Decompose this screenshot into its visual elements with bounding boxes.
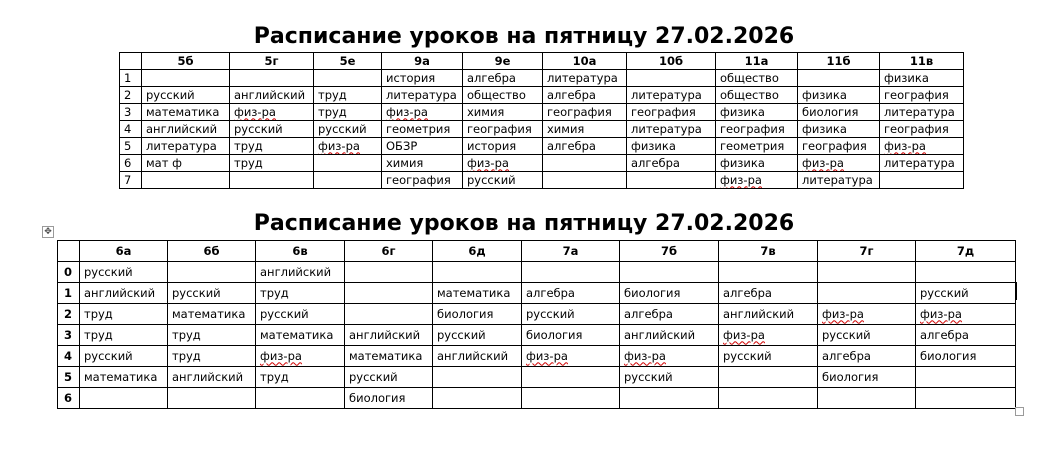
lesson-cell[interactable] <box>627 70 716 87</box>
spellcheck-underlined-text: физ-ра <box>802 155 844 170</box>
class-header-cell[interactable]: 7а <box>522 241 620 262</box>
lesson-cell[interactable]: русский <box>168 283 256 304</box>
lesson-cell[interactable]: английский <box>433 346 522 367</box>
lesson-cell[interactable]: биология <box>818 367 916 388</box>
lesson-cell[interactable]: труд <box>230 155 314 172</box>
table-row <box>120 70 964 87</box>
lesson-number-cell[interactable]: 2 <box>120 87 142 104</box>
lesson-cell[interactable]: геометрия <box>382 121 463 138</box>
lesson-cell[interactable]: химия <box>382 155 463 172</box>
spellcheck-underlined-text: физ-ра <box>920 306 962 321</box>
lesson-cell[interactable]: труд <box>168 346 256 367</box>
lesson-cell[interactable]: труд <box>314 104 382 121</box>
lesson-cell[interactable] <box>382 104 463 121</box>
lesson-cell[interactable]: геометрия <box>716 138 798 155</box>
class-header-cell[interactable]: 9а <box>382 53 463 70</box>
lesson-number-cell[interactable]: 6 <box>120 155 142 172</box>
lesson-cell[interactable]: труд <box>256 367 345 388</box>
lesson-cell[interactable] <box>719 262 818 283</box>
lesson-cell[interactable]: история <box>463 138 543 155</box>
lesson-cell[interactable] <box>345 283 433 304</box>
lesson-cell[interactable]: русский <box>719 346 818 367</box>
lesson-number-cell[interactable]: 4 <box>58 346 80 367</box>
table-row <box>58 325 1016 346</box>
table-row <box>58 283 1016 304</box>
lesson-cell[interactable] <box>818 283 916 304</box>
lesson-cell[interactable] <box>620 388 719 409</box>
spellcheck-underlined-text: физ-ра <box>624 348 666 363</box>
lesson-cell[interactable]: алгебра <box>543 87 627 104</box>
lesson-cell[interactable]: литература <box>142 138 230 155</box>
table-row <box>120 172 964 189</box>
lesson-cell[interactable] <box>230 104 314 121</box>
lesson-cell[interactable]: математика <box>256 325 345 346</box>
lesson-cell[interactable] <box>168 388 256 409</box>
table-resize-handle[interactable] <box>1015 407 1024 416</box>
table-header-row <box>58 241 1016 262</box>
class-header-cell[interactable]: 10б <box>627 53 716 70</box>
lesson-cell[interactable]: литература <box>627 121 716 138</box>
table-row <box>120 138 964 155</box>
spellcheck-underlined-text: физ-ра <box>720 172 762 187</box>
lesson-cell[interactable] <box>345 304 433 325</box>
lesson-cell[interactable]: математика <box>345 346 433 367</box>
lesson-cell[interactable] <box>463 155 543 172</box>
class-header-cell[interactable]: 6д <box>433 241 522 262</box>
lesson-cell[interactable] <box>620 262 719 283</box>
schedule-table-2 <box>57 240 1016 409</box>
lesson-cell[interactable]: география <box>543 104 627 121</box>
lesson-cell[interactable]: физика <box>716 104 798 121</box>
spellcheck-underlined-text: физ-ра <box>260 348 302 363</box>
lesson-cell[interactable]: физика <box>880 70 964 87</box>
spellcheck-underlined-text: физ-ра <box>723 327 765 342</box>
table-row <box>120 121 964 138</box>
lesson-cell[interactable]: литература <box>880 155 964 172</box>
lesson-cell[interactable]: русский <box>522 304 620 325</box>
spellcheck-underlined-text: физ-ра <box>884 138 926 153</box>
lesson-cell[interactable]: география <box>716 121 798 138</box>
lesson-cell[interactable] <box>916 304 1016 325</box>
lesson-cell[interactable]: английский <box>345 325 433 346</box>
lesson-cell[interactable]: английский <box>719 304 818 325</box>
lesson-cell[interactable] <box>256 346 345 367</box>
lesson-cell[interactable]: литература <box>880 104 964 121</box>
lesson-cell[interactable]: география <box>463 121 543 138</box>
lesson-cell[interactable]: алгебра <box>719 283 818 304</box>
lesson-cell[interactable]: труд <box>80 325 168 346</box>
lesson-cell[interactable] <box>142 172 230 189</box>
class-header-cell[interactable]: 7б <box>620 241 719 262</box>
table-row <box>58 262 1016 283</box>
lesson-number-cell[interactable]: 4 <box>120 121 142 138</box>
lesson-cell[interactable]: математика <box>433 283 522 304</box>
lesson-cell[interactable]: география <box>880 87 964 104</box>
lesson-cell[interactable]: география <box>798 138 880 155</box>
class-header-cell[interactable]: 6а <box>80 241 168 262</box>
lesson-number-cell[interactable]: 0 <box>58 262 80 283</box>
lesson-cell[interactable]: алгебра <box>620 304 719 325</box>
lesson-cell[interactable]: ОБЗР <box>382 138 463 155</box>
lesson-cell[interactable]: литература <box>382 87 463 104</box>
table-row <box>120 155 964 172</box>
lesson-cell[interactable]: алгебра <box>916 325 1016 346</box>
lesson-cell[interactable]: русский <box>256 304 345 325</box>
spellcheck-underlined-text: физ-ра <box>526 348 568 363</box>
lesson-cell[interactable]: мат ф <box>142 155 230 172</box>
lesson-cell[interactable] <box>314 70 382 87</box>
lesson-cell[interactable]: биология <box>916 346 1016 367</box>
lesson-cell[interactable] <box>719 367 818 388</box>
lesson-cell[interactable] <box>620 346 719 367</box>
lesson-cell[interactable]: алгебра <box>818 346 916 367</box>
lesson-cell[interactable] <box>522 388 620 409</box>
lesson-cell[interactable]: русский <box>463 172 543 189</box>
lesson-number-cell[interactable]: 7 <box>120 172 142 189</box>
table-row <box>120 104 964 121</box>
class-header-cell[interactable]: 11а <box>716 53 798 70</box>
class-header-cell[interactable]: 7г <box>818 241 916 262</box>
lesson-number-cell[interactable]: 1 <box>58 283 80 304</box>
lesson-cell[interactable] <box>818 304 916 325</box>
class-header-cell[interactable]: 7д <box>916 241 1016 262</box>
lesson-cell[interactable] <box>314 172 382 189</box>
table-row <box>58 304 1016 325</box>
spellcheck-underlined-text: физ-ра <box>467 155 509 170</box>
lesson-cell[interactable] <box>433 367 522 388</box>
lesson-cell[interactable] <box>818 262 916 283</box>
table-row <box>58 388 1016 409</box>
lesson-cell[interactable] <box>345 262 433 283</box>
lesson-cell[interactable]: география <box>382 172 463 189</box>
lesson-cell[interactable]: английский <box>230 87 314 104</box>
lesson-cell[interactable]: биология <box>345 388 433 409</box>
schedule-table-1 <box>119 52 964 189</box>
spellcheck-underlined-text: физ-ра <box>318 138 360 153</box>
lesson-cell[interactable]: русский <box>230 121 314 138</box>
lesson-cell[interactable]: труд <box>230 138 314 155</box>
lesson-cell[interactable] <box>522 262 620 283</box>
lesson-cell[interactable] <box>433 262 522 283</box>
lesson-cell[interactable]: математика <box>168 304 256 325</box>
class-header-cell[interactable]: 9е <box>463 53 543 70</box>
lesson-cell[interactable] <box>818 388 916 409</box>
class-header-cell[interactable]: 10а <box>543 53 627 70</box>
lesson-cell[interactable]: русский <box>314 121 382 138</box>
lesson-cell[interactable]: русский <box>142 87 230 104</box>
lesson-cell[interactable]: труд <box>168 325 256 346</box>
spellcheck-underlined-text: физ-ра <box>822 306 864 321</box>
lesson-cell[interactable]: математика <box>142 104 230 121</box>
lesson-cell[interactable] <box>627 172 716 189</box>
class-header-cell[interactable]: 6г <box>345 241 433 262</box>
lesson-cell[interactable]: общество <box>716 87 798 104</box>
lesson-cell[interactable] <box>314 155 382 172</box>
lesson-number-cell[interactable]: 6 <box>58 388 80 409</box>
table-header-row <box>120 53 964 70</box>
lesson-cell[interactable]: труд <box>314 87 382 104</box>
lesson-cell[interactable]: физика <box>627 138 716 155</box>
lesson-cell[interactable]: общество <box>463 87 543 104</box>
class-header-cell[interactable]: 6в <box>256 241 345 262</box>
lesson-cell[interactable]: алгебра <box>522 283 620 304</box>
lesson-cell[interactable] <box>916 367 1016 388</box>
lesson-cell[interactable] <box>916 388 1016 409</box>
lesson-cell[interactable]: физика <box>716 155 798 172</box>
table-move-handle-icon[interactable]: ✥ <box>42 226 54 238</box>
lesson-cell[interactable] <box>716 172 798 189</box>
lesson-cell[interactable] <box>522 346 620 367</box>
lesson-cell[interactable]: английский <box>142 121 230 138</box>
lesson-cell[interactable]: труд <box>80 304 168 325</box>
lesson-cell[interactable]: химия <box>463 104 543 121</box>
lesson-cell[interactable]: английский <box>620 325 719 346</box>
lesson-cell[interactable]: география <box>627 104 716 121</box>
spellcheck-underlined-text: физ-ра <box>386 104 428 119</box>
lesson-cell[interactable] <box>798 155 880 172</box>
lesson-cell[interactable]: история <box>382 70 463 87</box>
lesson-number-cell[interactable]: 1 <box>120 70 142 87</box>
class-header-cell[interactable]: 7в <box>719 241 818 262</box>
lesson-cell[interactable] <box>880 172 964 189</box>
class-header-cell[interactable]: 11в <box>880 53 964 70</box>
lesson-cell[interactable]: русский <box>818 325 916 346</box>
lesson-cell[interactable]: русский <box>433 325 522 346</box>
lesson-cell[interactable] <box>798 70 880 87</box>
lesson-cell[interactable] <box>230 70 314 87</box>
lesson-cell[interactable]: общество <box>716 70 798 87</box>
lesson-number-cell[interactable]: 2 <box>58 304 80 325</box>
class-header-cell[interactable]: 5е <box>314 53 382 70</box>
lesson-cell[interactable]: английский <box>80 283 168 304</box>
table-row <box>58 346 1016 367</box>
lesson-cell[interactable]: русский <box>80 262 168 283</box>
lesson-cell[interactable]: биология <box>522 325 620 346</box>
lesson-cell[interactable] <box>314 138 382 155</box>
lesson-cell[interactable]: математика <box>80 367 168 388</box>
lesson-cell[interactable]: литература <box>543 70 627 87</box>
lesson-cell[interactable]: русский <box>916 283 1016 304</box>
lesson-cell[interactable] <box>543 172 627 189</box>
lesson-cell[interactable]: география <box>880 121 964 138</box>
lesson-cell[interactable] <box>880 138 964 155</box>
lesson-number-cell[interactable]: 5 <box>58 367 80 388</box>
class-header-cell[interactable]: 11б <box>798 53 880 70</box>
header-corner-cell[interactable] <box>58 241 80 262</box>
lesson-number-cell[interactable]: 3 <box>58 325 80 346</box>
lesson-cell[interactable]: английский <box>256 262 345 283</box>
lesson-cell[interactable] <box>256 388 345 409</box>
lesson-number-cell[interactable]: 3 <box>120 104 142 121</box>
lesson-cell[interactable]: биология <box>620 283 719 304</box>
lesson-cell[interactable] <box>719 325 818 346</box>
lesson-cell[interactable]: литература <box>627 87 716 104</box>
lesson-cell[interactable]: биология <box>433 304 522 325</box>
lesson-cell[interactable] <box>80 388 168 409</box>
lesson-cell[interactable]: алгебра <box>463 70 543 87</box>
lesson-cell[interactable] <box>230 172 314 189</box>
lesson-cell[interactable] <box>543 155 627 172</box>
table-row <box>58 367 1016 388</box>
class-header-cell[interactable]: 5г <box>230 53 314 70</box>
spellcheck-underlined-text: физ-ра <box>234 104 276 119</box>
lesson-cell[interactable]: русский <box>620 367 719 388</box>
schedule-title-2: Расписание уроков на пятницу 27.02.2026 <box>253 211 795 236</box>
text-cursor <box>1016 282 1017 300</box>
lesson-cell[interactable]: английский <box>168 367 256 388</box>
lesson-cell[interactable]: русский <box>80 346 168 367</box>
lesson-cell[interactable] <box>168 262 256 283</box>
lesson-cell[interactable]: физика <box>798 121 880 138</box>
schedule-title-1: Расписание уроков на пятницу 27.02.2026 <box>253 24 795 49</box>
table-row <box>120 87 964 104</box>
lesson-cell[interactable] <box>719 388 818 409</box>
lesson-cell[interactable]: литература <box>798 172 880 189</box>
lesson-cell[interactable] <box>433 388 522 409</box>
lesson-cell[interactable] <box>142 70 230 87</box>
header-corner-cell[interactable] <box>120 53 142 70</box>
lesson-cell[interactable]: алгебра <box>627 155 716 172</box>
lesson-cell[interactable]: русский <box>345 367 433 388</box>
lesson-number-cell[interactable]: 5 <box>120 138 142 155</box>
class-header-cell[interactable]: 6б <box>168 241 256 262</box>
lesson-cell[interactable]: физика <box>798 87 880 104</box>
lesson-cell[interactable]: алгебра <box>543 138 627 155</box>
lesson-cell[interactable]: химия <box>543 121 627 138</box>
lesson-cell[interactable] <box>916 262 1016 283</box>
lesson-cell[interactable] <box>522 367 620 388</box>
class-header-cell[interactable]: 5б <box>142 53 230 70</box>
lesson-cell[interactable]: труд <box>256 283 345 304</box>
lesson-cell[interactable]: биология <box>798 104 880 121</box>
